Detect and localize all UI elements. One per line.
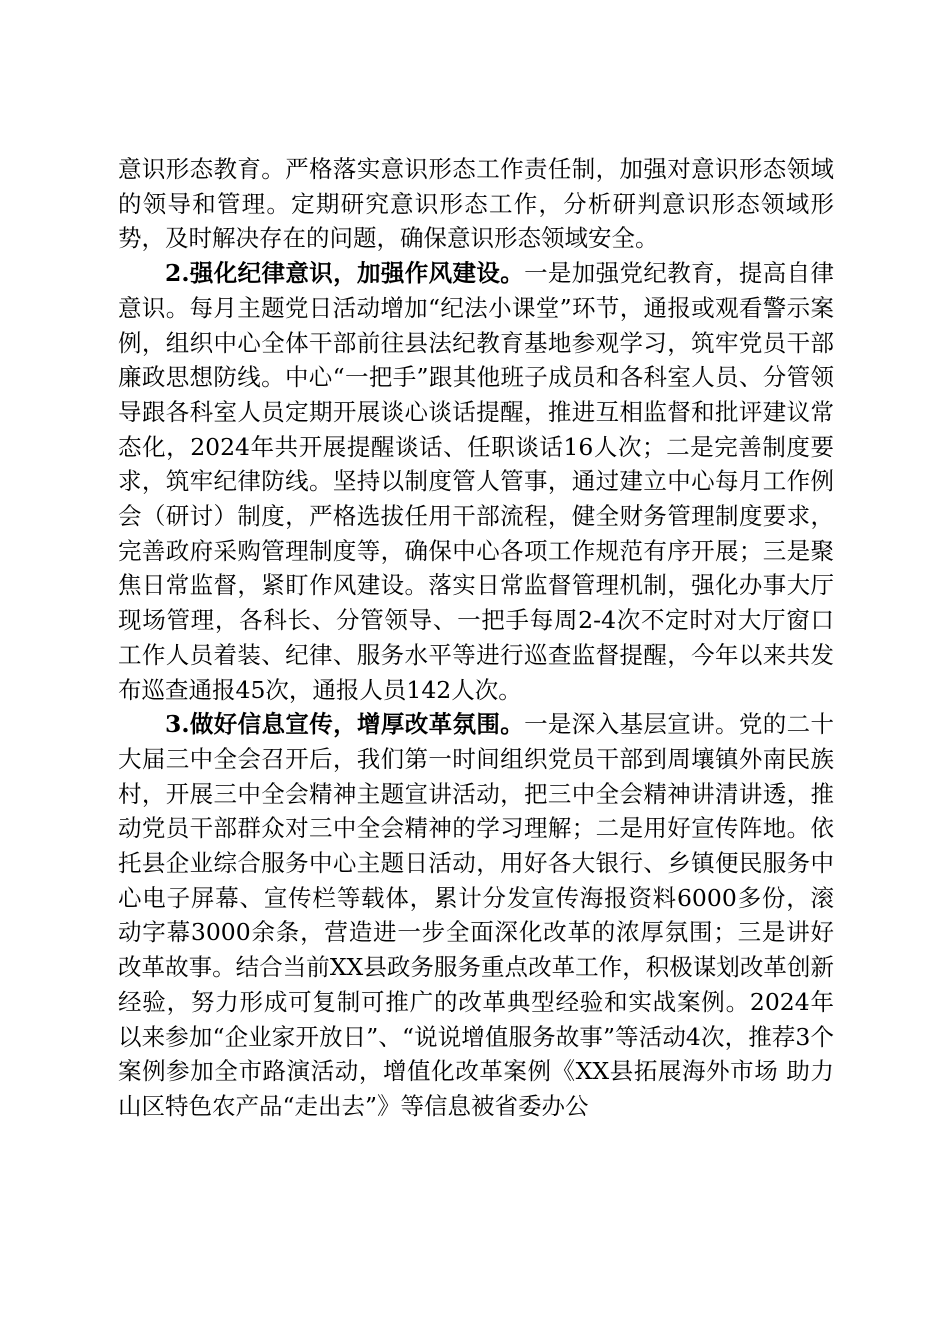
paragraph-text: 意识形态教育。严格落实意识形态工作责任制，加强对意识形态领域的领导和管理。定期研究意识形态工作，分析研判意识形态领域形势，及时解决存在的问题，确保意识形态领域安全。 <box>118 155 834 253</box>
section-heading-2: 2.强化纪律意识，加强作风建设。 <box>165 259 525 288</box>
paragraph-text: 一是深入基层宣讲。党的二十大届三中全会召开后，我们第一时间组织党员干部到周壤镇外南民族村，开展三中全会精神主题宣讲活动，把三中全会精神讲清讲透，推动党员干部群众对三中全会精神的学习理解；二是用好宣传阵地。依托县企业综合服务中心主题日活动，用好各大银行、乡镇便民服务中心电子屏幕、宣传栏等载体，累计分发宣传海报资料6000多份，滚动字幕3000余条，营造进一步全面深化改革的浓厚氛围；三是讲好改革故事。结合当前XX县政务服务重点改革工作，积极谋划改革创新经验，努力形成可复制可推广的改革典型经验和实战案例。2024年以来参加“企业家开放日”、“说说增值服务故事”等活动4次，推荐3个案例参加全市路演活动，增值化改革案例《XX县拓展海外市场 助力山区特色农产品“走出去”》等信息被省委办公 <box>118 710 834 1120</box>
section-heading-3: 3.做好信息宣传，增厚改革氛围。 <box>165 710 525 739</box>
document-body <box>118 152 834 1124</box>
paragraph-2 <box>118 256 834 707</box>
paragraph-1 <box>118 152 834 256</box>
paragraph-text: 一是加强党纪教育，提高自律意识。每月主题党日活动增加“纪法小课堂”环节，通报或观看警示案例，组织中心全体干部前往县法纪教育基地参观学习，筑牢党员干部廉政思想防线。中心“一把手”跟其他班子成员和各科室人员、分管领导跟各科室人员定期开展谈心谈话提醒，推进互相监督和批评建议常态化，2024年共开展提醒谈话、任职谈话16人次；二是完善制度要求，筑牢纪律防线。坚持以制度管人管事，通过建立中心每月工作例会（研讨）制度，严格选拔任用干部流程，健全财务管理制度要求，完善政府采购管理制度等，确保中心各项工作规范有序开展；三是聚焦日常监督，紧盯作风建设。落实日常监督管理机制，强化办事大厅现场管理，各科长、分管领导、一把手每周2-4次不定时对大厅窗口工作人员着装、纪律、服务水平等进行巡查监督提醒，今年以来共发布巡查通报45次，通报人员142人次。 <box>118 259 834 704</box>
paragraph-3 <box>118 707 834 1123</box>
